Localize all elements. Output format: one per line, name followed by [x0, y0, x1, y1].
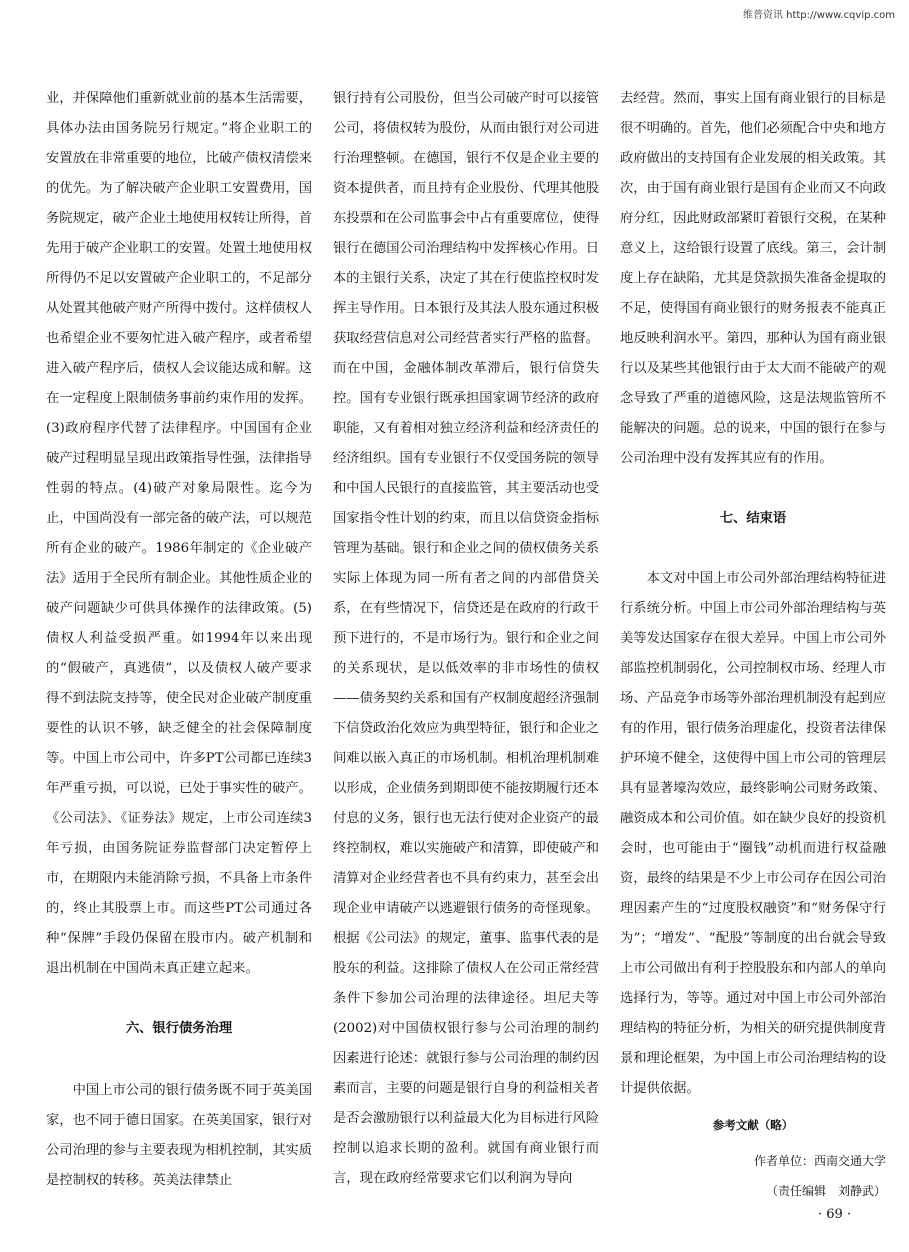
column-right [620, 84, 886, 1206]
column-left [46, 84, 312, 1196]
references-label: 参考文献（略） [712, 1118, 794, 1132]
section-heading-6: 六、银行债务治理 [125, 1021, 233, 1036]
section-heading-7: 七、结束语 [719, 511, 787, 526]
body-paragraph: 银行持有公司股份，但当公司破产时可以接管公司，将债权转为股份，从而由银行对公司进行治理整顿。在德国，银行不仅是企业主要的资本提供者，而且持有企业股份、代理其他股东投票和在公司监事会中占有重要席位，使得银行在德国公司治理结构中发挥核心作用。日本的主银行关系，决定了其在行使监控权时发挥主导作用。日本银行及其法人股东通过积极获取经营信息对公司经营者实行严格的监督。而在中国，金融体制改革滞后，银行信贷失控。国有专业银行既承担国家调节经济的政府职能，又有着相对独立经济利益和经济责任的经济组织。国有专业银行不仅受国务院的领导和中国人民银行的直接监管，其主要活动也受国家指令性计划的约束，而且以信贷资金指标管理为基础。银行和企业之间的债权债务关系实际上体现为同一所有者之间的内部借贷关系，在有些情况下，信贷还是在政府的行政干预下进行的，不是市场行为。银行和企业之间的关系现状，是以低效率的非市场性的债权——债务契约关系和国有产权制度超经济强制下信贷政治化效应为典型特征，银行和企业之间难以嵌入真正的市场机制。相机治理机制难以形成，企业债务到期即使不能按期履行还本付息的义务，银行也无法行使对企业资产的最终控制权，难以实施破产和清算，即使破产和清算对企业经营者也不具有约束力，甚至会出现企业申请破产以逃避银行债务的奇怪现象。根据《公司法》的规定，董事、监事代表的是股东的利益。这排除了债权人在公司正常经营条件下参加公司治理的法律途径。坦尼夫等(2002)对中国债权银行参与公司治理的制约因素进行论述：就银行参与公司治理的制约因素而言，主要的问题是银行自身的利益相关者是否会激励银行以利益最大化为目标进行风险控制以追求长期的盈利。就国有商业银行而言，现在政府经常要求它们以利润为导向 [333, 91, 599, 1186]
body-paragraph: 中国上市公司的银行债务既不同于英美国家，也不同于德日国家。在英美国家，银行对公司治理的参与主要表现为相机控制，其实质是控制权的转移。英美法律禁止 [46, 1083, 312, 1188]
body-paragraph: 业，并保障他们重新就业前的基本生活需要，具体办法由国务院另行规定。”将企业职工的安置放在非常重要的地位，比破产债权清偿来的优先。为了解决破产企业职工安置费用，国务院规定，破产企业土地使用权转让所得，首先用于破产企业职工的安置。处置土地使用权所得仍不足以安置破产企业职工的，不足部分从处置其他破产财产所得中拨付。这样债权人也希望企业不要匆忙进入破产程序，或者希望进入破产程序后，债权人会议能达成和解。这在一定程度上限制债务事前约束作用的发挥。(3)政府程序代替了法律程序。中国国有企业破产过程明显呈现出政策指导性强，法律指导性弱的特点。(4)破产对象局限性。迄今为止，中国尚没有一部完备的破产法，可以规范所有企业的破产。1986年制定的《企业破产法》适用于全民所有制企业。其他性质企业的破产问题缺少可供具体操作的法律政策。(5)债权人利益受损严重。如1994年以来出现的“假破产，真逃债”，以及债权人破产要求得不到法院支持等，使全民对企业破产制度重要性的认识不够，缺乏健全的社会保障制度等。中国上市公司中，许多PT公司都已连续3年严重亏损，可以说，已处于事实性的破产。《公司法》、《证券法》规定，上市公司连续3年亏损，由国务院证券监督部门决定暂停上市，在期限内未能消除亏损，不具备上市条件的，终止其股票上市。而这些PT公司通过各种“保牌”手段仍保留在股市内。破产机制和退出机制在中国尚未真正建立起来。 [46, 91, 312, 976]
watermark-text: 维普资讯 http://www.cqvip.com [742, 10, 895, 21]
column-middle [333, 84, 599, 1194]
body-paragraph: 去经营。然而，事实上国有商业银行的目标是很不明确的。首先，他们必须配合中央和地方政府做出的支持国有企业发展的相关政策。其次，由于国有商业银行是国有企业而又不向政府分红，因此财政部紧盯着银行交税，在某种意义上，这给银行设置了底线。第三，会计制度上存在缺陷，尤其是贷款损失准备金提取的不足，使得国有商业银行的财务报表不能真正地反映利润水平。第四，那种认为国有商业银行以及某些其他银行由于太大而不能破产的观念导致了严重的道德风险，这是法规监管所不能解决的问题。总的说来，中国的银行在参与公司治理中没有发挥其应有的作用。 [620, 91, 886, 466]
author-affiliation: 作者单位：西南交通大学 [753, 1154, 886, 1168]
body-paragraph: 本文对中国上市公司外部治理结构特征进行系统分析。中国上市公司外部治理结构与英美等发达国家存在很大差异。中国上市公司外部监控机制弱化，公司控制权市场、经理人市场、产品竞争市场等外部治理机制没有起到应有的作用，银行债务治理虚化，投资者法律保护环境不健全，这使得中国上市公司的管理层具有显著壕沟效应，最终影响公司财务政策、融资成本和公司价值。如在缺少良好的投资机会时，也可能由于“圈钱”动机而进行权益融资，最终的结果是不少上市公司存在因公司治理因素产生的“过度股权融资”和“财务保守行为”；“增发”、“配股”等制度的出台就会导致上市公司做出有利于控股股东和内部人的单向选择行为，等等。通过对中国上市公司外部治理结构的特征分析，为相关的研究提供制度背景和理论框架，为中国上市公司治理结构的设计提供依据。 [620, 571, 886, 1096]
page-number: · 69 · [818, 1207, 852, 1222]
responsible-editor: （责任编辑 刘静武） [765, 1184, 886, 1198]
